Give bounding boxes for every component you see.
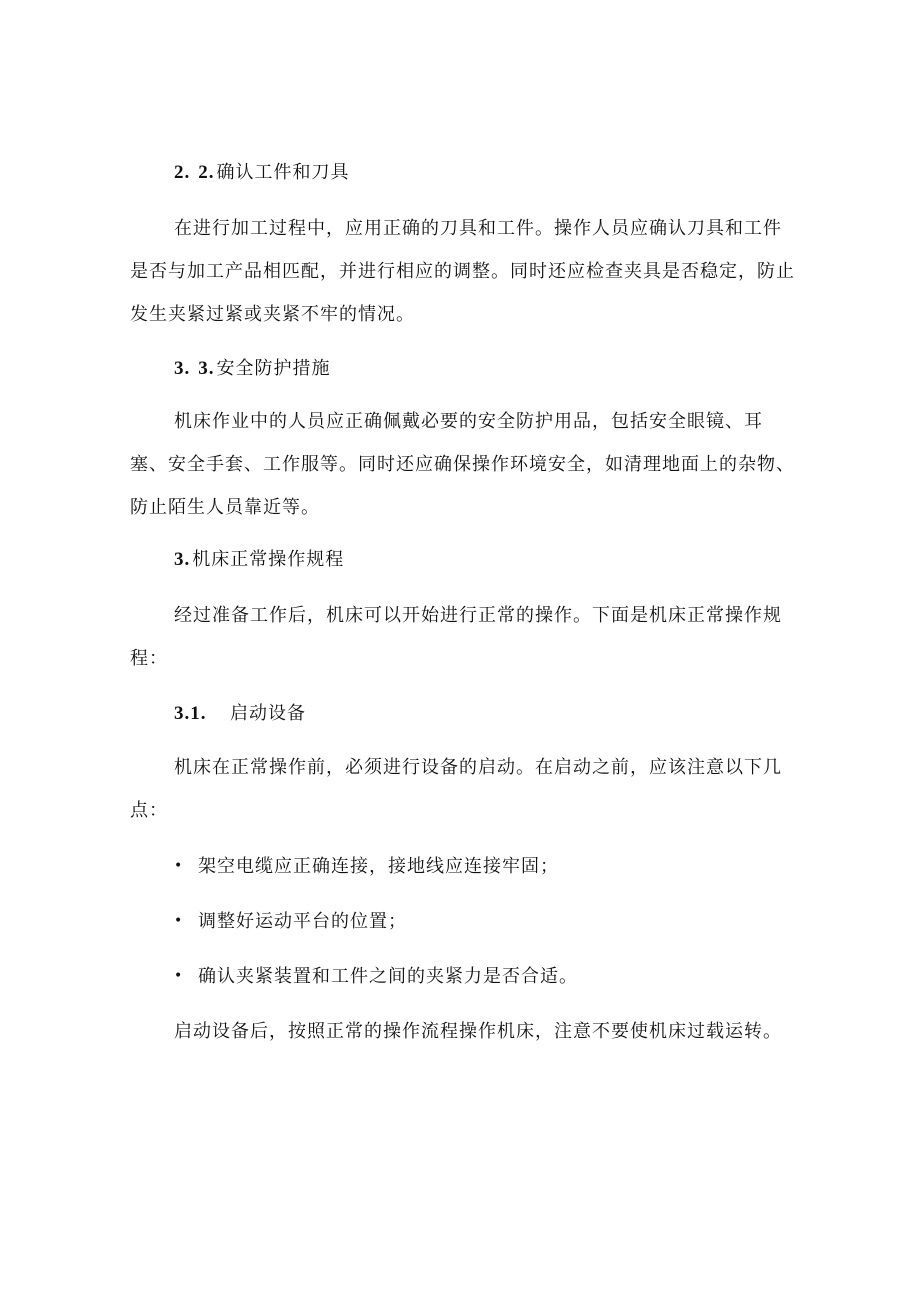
section-heading-2-2 (130, 151, 844, 194)
bullet-icon: • (174, 858, 184, 874)
heading-number: 3. (198, 358, 215, 379)
paragraph-tools-workpiece: 在进行加工过程中，应用正确的刀具和工件。操作人员应确认刀具和工件是否与加工产品相匹配，并进行相应的调整。同时还应检查夹具是否稳定，防止发生夹紧过紧或夹紧不牢的情况。 (130, 218, 795, 325)
list-item (130, 845, 844, 888)
paragraph-safety-protection: 机床作业中的人员应正确佩戴必要的安全防护用品，包括安全眼镜、耳塞、安全手套、工作服等。同时还应确保操作环境安全，如清理地面上的杂物、防止陌生人员靠近等。 (130, 411, 795, 518)
paragraph-after-startup: 启动设备后，按照正常的操作流程操作机床，注意不要使机床过载运转。 (174, 1021, 782, 1042)
paragraph-normal-operation: 经过准备工作后，机床可以开始进行正常的操作。下面是机床正常操作规程： (130, 605, 782, 669)
list-item (130, 900, 844, 943)
section-heading-3 (130, 538, 844, 581)
bullet-icon: • (174, 913, 184, 929)
heading-title: 启动设备 (230, 703, 306, 724)
heading-number: 2. (174, 162, 191, 183)
section-heading-3-3 (130, 347, 844, 390)
paragraph-startup: 机床在正常操作前，必须进行设备的启动。在启动之前，应该注意以下几点： (130, 757, 782, 821)
list-item-text: 调整好运动平台的位置； (198, 911, 407, 932)
heading-number: 3.1. (174, 703, 207, 724)
list-item-text: 确认夹紧装置和工件之间的夹紧力是否合适。 (198, 966, 578, 987)
heading-title: 安全防护措施 (216, 358, 331, 379)
heading-number: 3. (174, 549, 191, 570)
heading-number: 3. (174, 358, 191, 379)
bullet-icon: • (174, 968, 184, 984)
list-item (130, 955, 844, 998)
heading-title: 机床正常操作规程 (192, 549, 345, 570)
list-item-text: 架空电缆应正确连接，接地线应连接牢固； (198, 856, 559, 877)
section-heading-3-1 (130, 692, 844, 735)
heading-number: 2. (198, 162, 215, 183)
heading-title: 确认工件和刀具 (216, 162, 350, 183)
